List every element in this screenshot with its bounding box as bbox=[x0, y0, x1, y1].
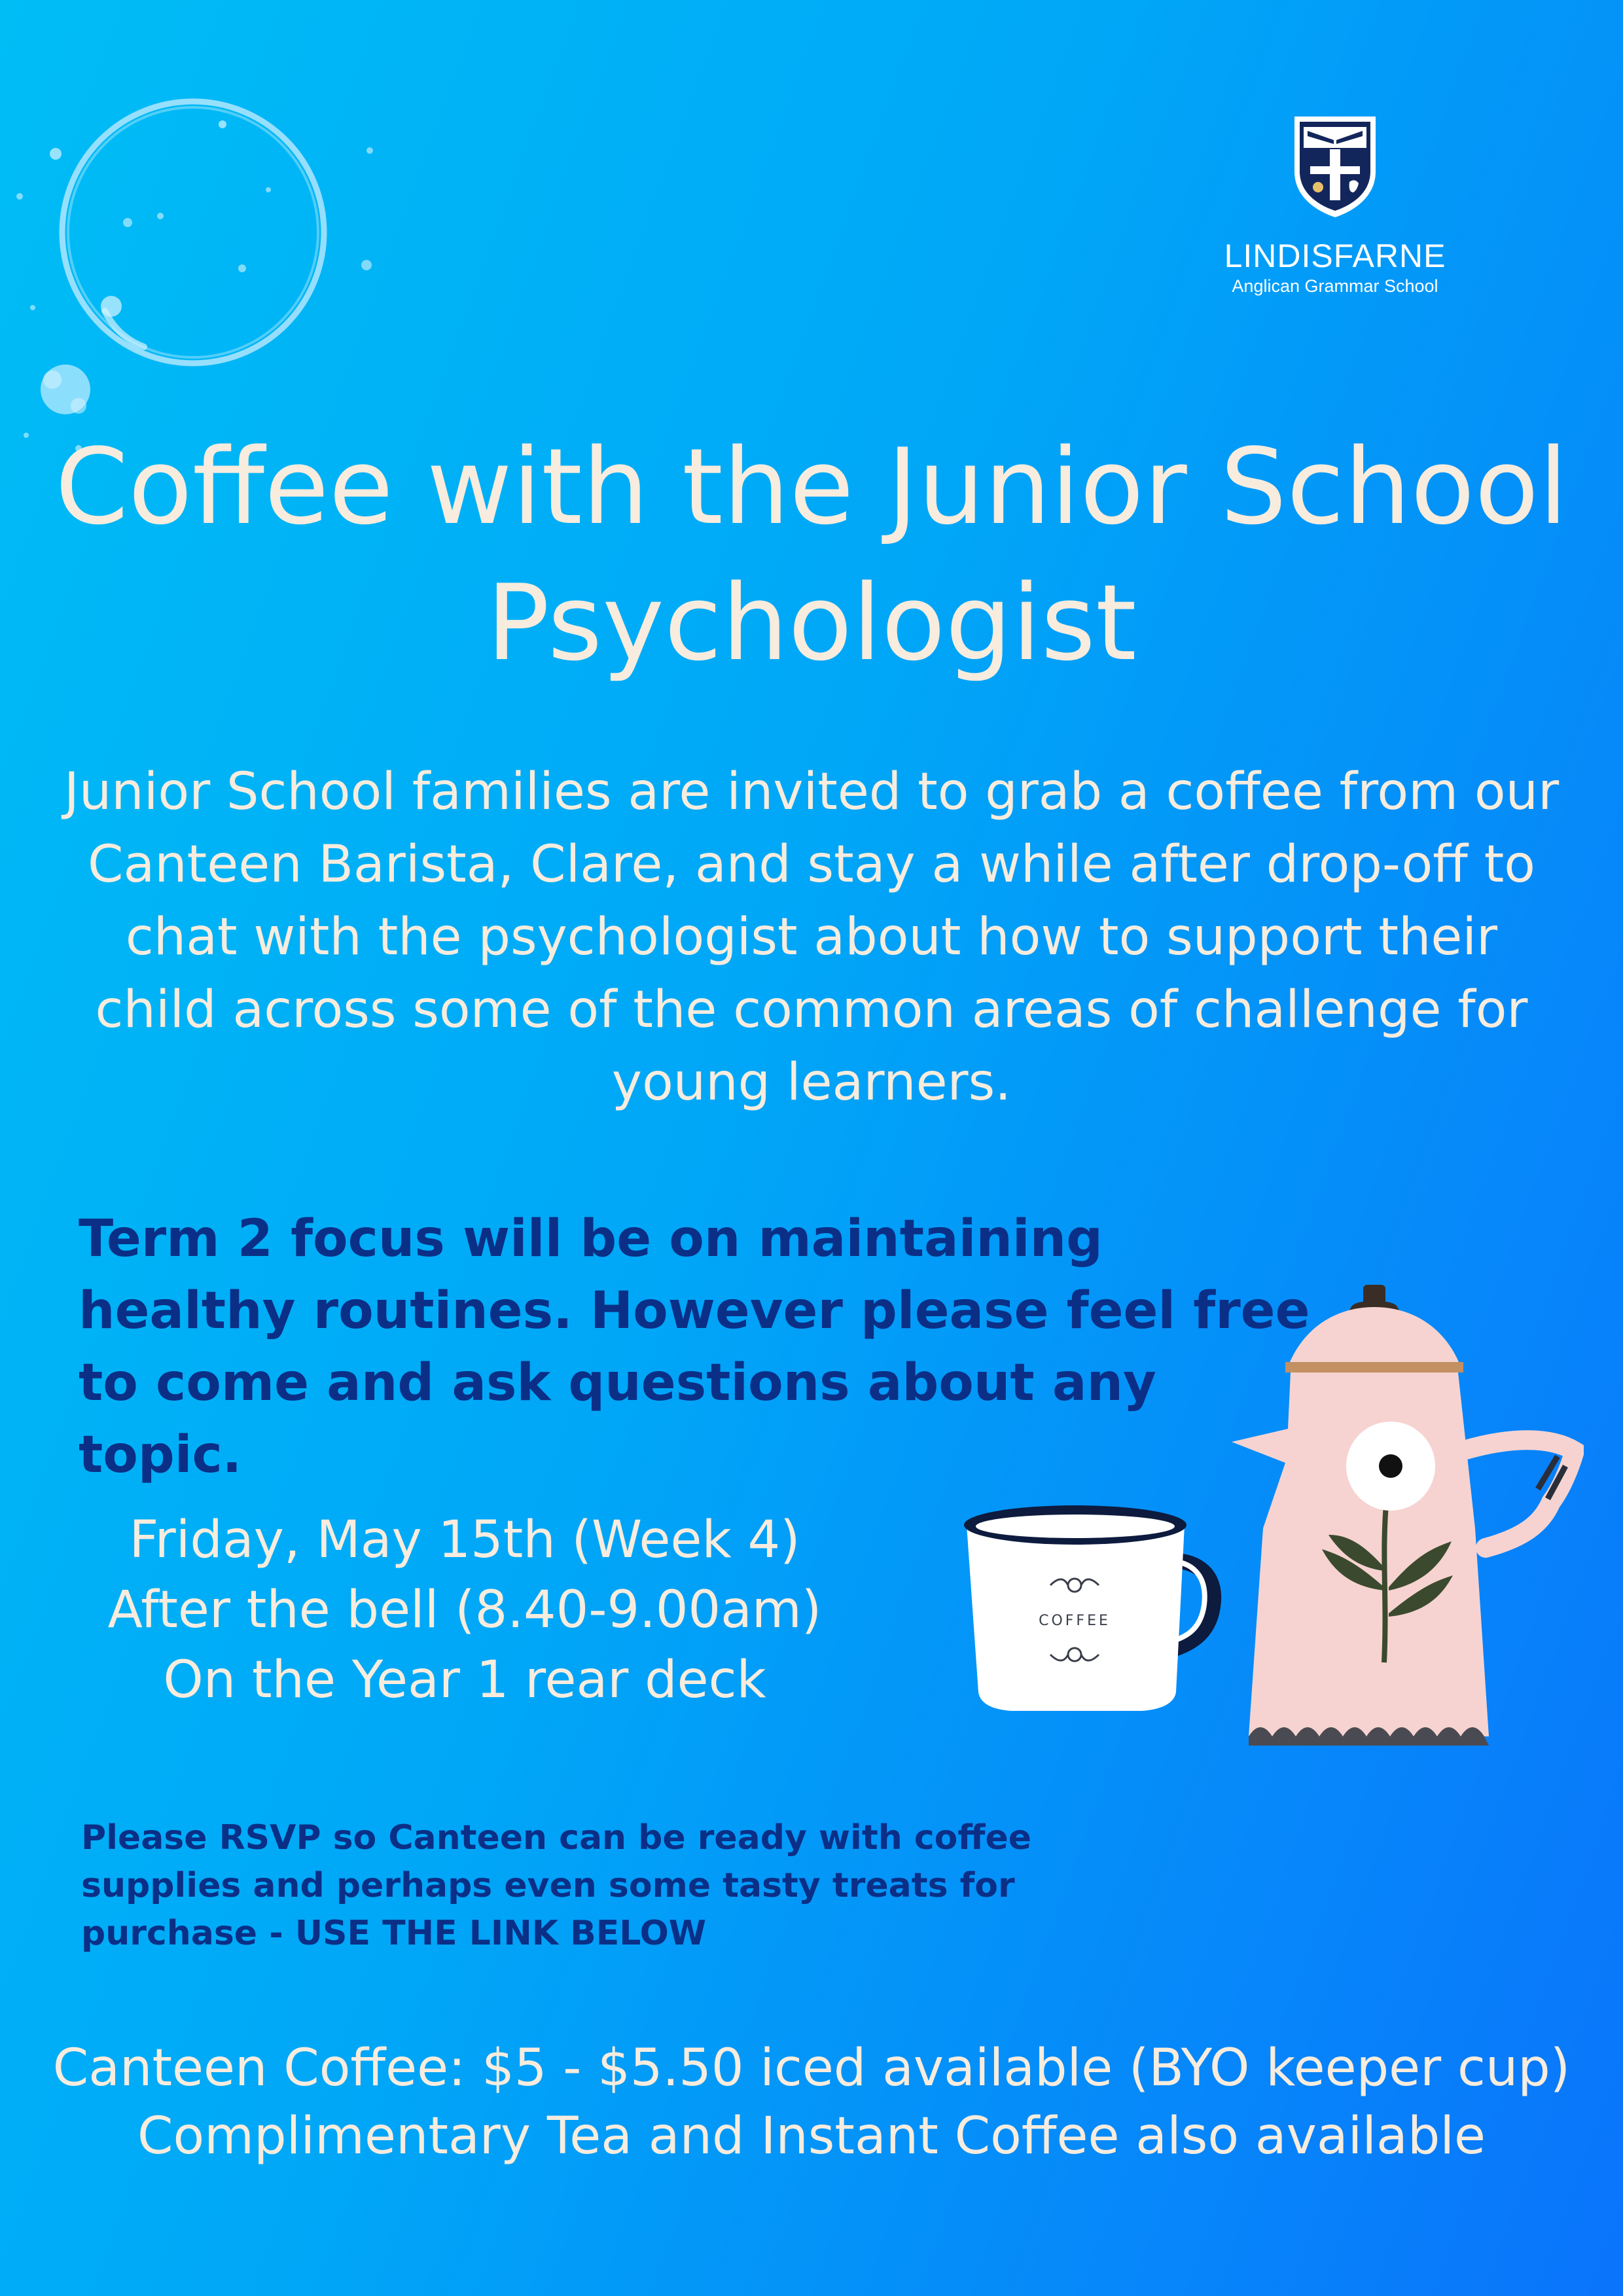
mug-label: COFFEE bbox=[1039, 1613, 1111, 1629]
event-time: After the bell (8.40-9.00am) bbox=[107, 1581, 822, 1640]
school-subtitle: Anglican Grammar School bbox=[1232, 276, 1438, 296]
title-line-2: Psychologist bbox=[486, 562, 1137, 684]
school-crest-icon bbox=[1289, 111, 1381, 221]
coffee-prices bbox=[0, 2034, 1623, 2170]
price-line-2: Complimentary Tea and Instant Coffee also available bbox=[137, 2107, 1486, 2166]
price-line-1: Canteen Coffee: $5 - $5.50 iced available (BYO keeper cup) bbox=[52, 2039, 1571, 2098]
rsvp-note: Please RSVP so Canteen can be ready with coffee supplies and perhaps even some tasty treats for purchase - USE THE LINK BELOW bbox=[81, 1818, 1032, 1953]
page-title bbox=[0, 419, 1623, 691]
focus-statement: Term 2 focus will be on maintaining healthy routines. However please feel free to come and ask questions about any topic. bbox=[79, 1210, 1310, 1484]
coffee-stain-ring-icon bbox=[7, 39, 412, 484]
event-details bbox=[72, 1505, 857, 1715]
event-location: On the Year 1 rear deck bbox=[163, 1651, 766, 1710]
intro-paragraph: Junior School families are invited to grab a coffee from our Canteen Barista, Clare, and stay a while after drop-off to chat with the psychologist about how to support their child across some of the common areas of challenge for young learners. bbox=[63, 762, 1560, 1112]
event-date: Friday, May 15th (Week 4) bbox=[129, 1511, 800, 1570]
coffee-mug-icon bbox=[952, 1499, 1227, 1721]
school-logo bbox=[1211, 111, 1459, 295]
title-line-1: Coffee with the Junior School bbox=[55, 425, 1568, 548]
school-name: LINDISFARNE bbox=[1224, 238, 1446, 274]
coffee-pot-icon bbox=[1224, 1280, 1584, 1751]
